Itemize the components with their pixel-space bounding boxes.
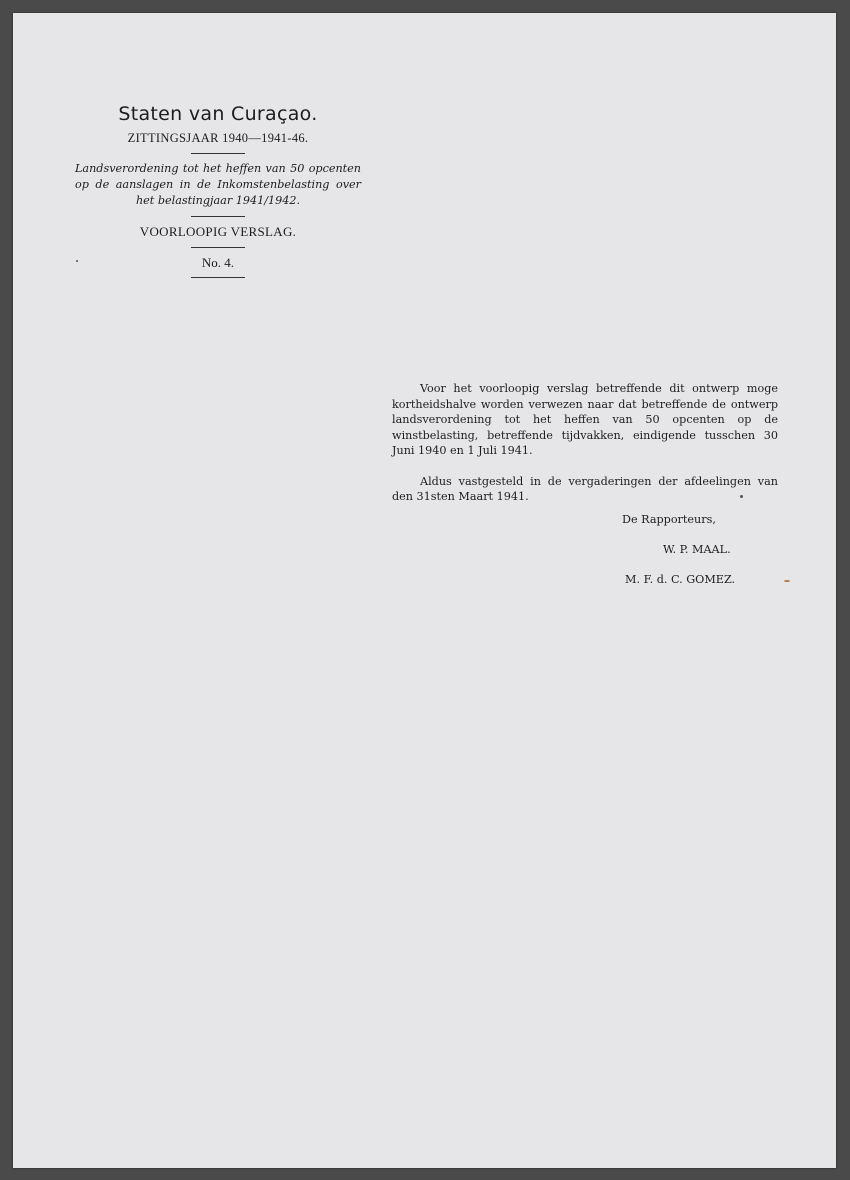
body-paragraph-1: Voor het voorloopig verslag betreffende dit ontwerp moge kortheidshalve worden verwezen naar dat betreffende de ontwerp landsverordening tot het heffen van 50 opcenten op de winstbelasting, betreffende tijdvakken, eindigende tusschen 30 Juni 1940 en 1 Juli 1941. <box>392 382 778 457</box>
signatory-maal: W. P. MAAL. <box>663 543 731 556</box>
rapporteurs-label: De Rapporteurs, <box>622 513 716 526</box>
report-divider <box>191 247 245 248</box>
paper-speck <box>784 580 790 582</box>
document-number: No. 4. <box>201 255 235 270</box>
session-year: ZITTINGSJAAR 1940—1941-46. <box>127 131 309 145</box>
signatory-gomez: M. F. d. C. GOMEZ. <box>625 573 736 586</box>
document-page <box>13 13 836 1168</box>
ordinance-subject: Landsverordening tot het heffen van 50 opcenten op de aanslagen in de Inkomstenbelasting over het belastingjaar 1941/1942. <box>75 162 361 207</box>
body-paragraph-2: Aldus vastgesteld in de vergaderingen der afdeelingen van den 31sten Maart 1941. <box>392 474 778 503</box>
header-divider <box>191 153 245 154</box>
document-header <box>73 101 363 285</box>
paper-speck <box>740 495 743 498</box>
paper-speck <box>76 260 78 262</box>
document-title: Staten van Curaçao. <box>118 103 318 125</box>
subject-divider <box>191 216 245 217</box>
report-kind: VOORLOOPIG VERSLAG. <box>139 224 297 239</box>
number-divider <box>191 277 245 278</box>
report-body <box>392 381 778 520</box>
